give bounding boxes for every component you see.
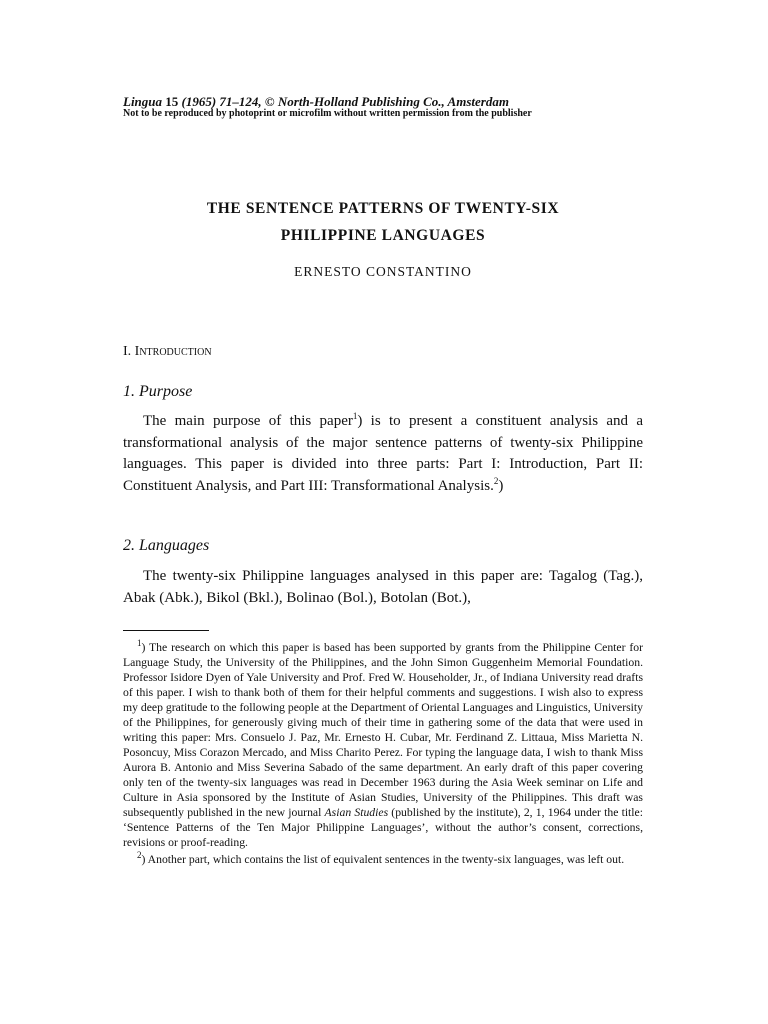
footnote-1 — [123, 640, 643, 850]
journal-volume: 15 — [165, 94, 179, 109]
journal-name: Lingua — [123, 94, 163, 109]
purpose-text-3: ) — [498, 477, 504, 494]
purpose-text-2: ) is to present a constituent analysis and a transformational analysis of the major sentence patterns of twenty-six Philippine languages. This paper is divided into three parts: Part I: Introduction, Part II: Constituent Analysis, and Part III: Transformational Analysis. — [123, 413, 644, 494]
subsection-heading-languages: 2. Languages — [123, 537, 210, 554]
subsection-heading-purpose: 1. Purpose — [123, 383, 193, 400]
copyright-notice: Not to be reproduced by photoprint or microfilm without written permission from the publisher — [123, 108, 532, 119]
footnote-1-text-a: ) The research on which this paper is based has been supported by grants from the Philippine Center for Language Study, the University of the Philippines, and the John Simon Guggenheim Memorial Foundation. Professor Isidore Dyen of Yale University and Prof. Fred W. Householder, Jr., of Indiana University read drafts of this paper. I wish to thank both of them for their helpful comments and suggestions. I wish also to express my deep gratitude to the following people at the Department of Oriental Languages and Linguistics, University of the Philippines, for generously giving much of their time in gathering some of the data that were used in writing this paper: Mrs. Consuelo J. Paz, Mr. Ernesto H. Cubar, Mr. Ferdinand Z. Littaua, Miss Marietta N. Posoncuy, Miss Corazon Mercado, and Miss Charito Perez. For typing the language data, I wish to thank Miss Aurora B. Antonio and Miss Severina Sabado of the same department. An early draft of this paper covering only ten of the twenty-six languages was read in December 1963 during the Asia Week seminar on Life and Culture in Asia sponsored by the Institute of Asian Studies, University of the Philippines. This draft was subsequently published in the new journal — [123, 641, 643, 819]
footnote-ref-1: 1 — [352, 411, 358, 421]
paper-title-line-2: PHILIPPINE LANGUAGES — [280, 227, 486, 244]
section-number: I. — [123, 344, 132, 359]
paragraph-languages: The twenty-six Philippine languages analysed in this paper are: Tagalog (Tag.), Abak (Abk.), Bikol (Bkl.), Bolinao (Bol.), Botolan (Bot.), — [123, 568, 643, 606]
footnote-1-text-b: (published by the institute), 2, 1, 1964 under the title: ‘Sentence Patterns of the Ten Major Philippine Languages’, without the author’s consent, corrections, revisions or proof-reading. — [123, 806, 643, 849]
footnote-2 — [123, 852, 643, 867]
footnote-2-text: ) Another part, which contains the list of equivalent sentences in the twenty-six languages, was left out. — [141, 853, 625, 866]
journal-year-pages: (1965) 71–124, © North-Holland Publishing Co., Amsterdam — [181, 94, 509, 109]
section-heading — [123, 344, 212, 360]
footnote-ref-2: 2 — [493, 475, 499, 486]
paragraph-purpose — [123, 411, 643, 497]
section-name: Introduction — [134, 344, 212, 359]
footnote-2-mark: 2 — [137, 850, 142, 861]
author-name: ERNESTO CONSTANTINO — [294, 264, 472, 279]
purpose-text-1: The main purpose of this paper — [143, 413, 353, 429]
footnote-divider — [123, 630, 209, 631]
footnote-1-mark: 1 — [137, 638, 142, 649]
footnotes — [123, 640, 643, 867]
paper-title-line-1: THE SENTENCE PATTERNS OF TWENTY-SIX — [206, 200, 560, 217]
footnote-1-journal: Asian Studies — [324, 806, 389, 819]
